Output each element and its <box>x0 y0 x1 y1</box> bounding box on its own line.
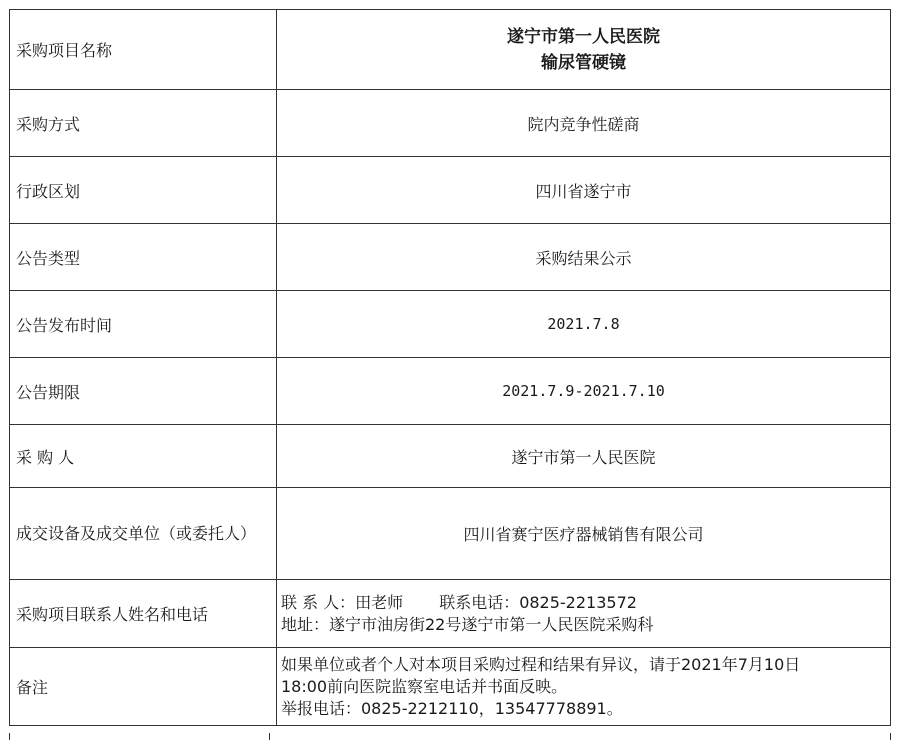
remarks-line3: 举报电话：0825-2212110，13547778891。 <box>281 698 623 718</box>
table-row <box>10 425 891 488</box>
remarks-line2: 18:00前向医院监察室电话并书面反映。 <box>281 676 568 696</box>
project-name-line1: 遂宁市第一人民医院 <box>507 26 660 47</box>
period-value: 2021.7.9-2021.7.10 <box>277 358 891 425</box>
table-row <box>10 157 891 224</box>
table-row <box>10 358 891 425</box>
table-row <box>10 10 891 90</box>
contact-person: 联 系 人：田老师 <box>281 592 404 612</box>
winner-label: 成交设备及成交单位（或委托人） <box>10 488 277 580</box>
remarks-label: 备注 <box>10 648 277 726</box>
project-name-label: 采购项目名称 <box>10 10 277 90</box>
project-name-value <box>277 10 891 90</box>
notice-type-value: 采购结果公示 <box>277 224 891 291</box>
remarks-line1: 如果单位或者个人对本项目采购过程和结果有异议，请于2021年7月10日 <box>281 654 801 674</box>
notice-type-label: 公告类型 <box>10 224 277 291</box>
publish-time-value: 2021.7.8 <box>277 291 891 358</box>
contact-value <box>277 580 891 648</box>
table-row <box>10 224 891 291</box>
region-label: 行政区划 <box>10 157 277 224</box>
contact-phone: 联系电话：0825-2213572 <box>439 592 637 612</box>
contact-line1 <box>281 592 890 614</box>
table-row <box>10 648 891 726</box>
publish-time-label: 公告发布时间 <box>10 291 277 358</box>
contact-label: 采购项目联系人姓名和电话 <box>10 580 277 648</box>
method-value: 院内竞争性磋商 <box>277 90 891 157</box>
contact-address: 地址：遂宁市油房街22号遂宁市第一人民医院采购科 <box>281 614 654 634</box>
project-name-line2: 输尿管硬镜 <box>541 52 626 73</box>
winner-value: 四川省赛宁医疗器械销售有限公司 <box>277 488 891 580</box>
buyer-label: 采 购 人 <box>10 425 277 488</box>
method-label: 采购方式 <box>10 90 277 157</box>
table-row <box>10 488 891 580</box>
remarks-value <box>277 648 891 726</box>
buyer-value: 遂宁市第一人民医院 <box>277 425 891 488</box>
table-row <box>10 291 891 358</box>
table-row <box>10 580 891 648</box>
period-label: 公告期限 <box>10 358 277 425</box>
next-row-divider <box>269 733 270 740</box>
next-row-edge <box>9 733 891 740</box>
procurement-notice-table <box>9 9 891 726</box>
table-row <box>10 90 891 157</box>
region-value: 四川省遂宁市 <box>277 157 891 224</box>
